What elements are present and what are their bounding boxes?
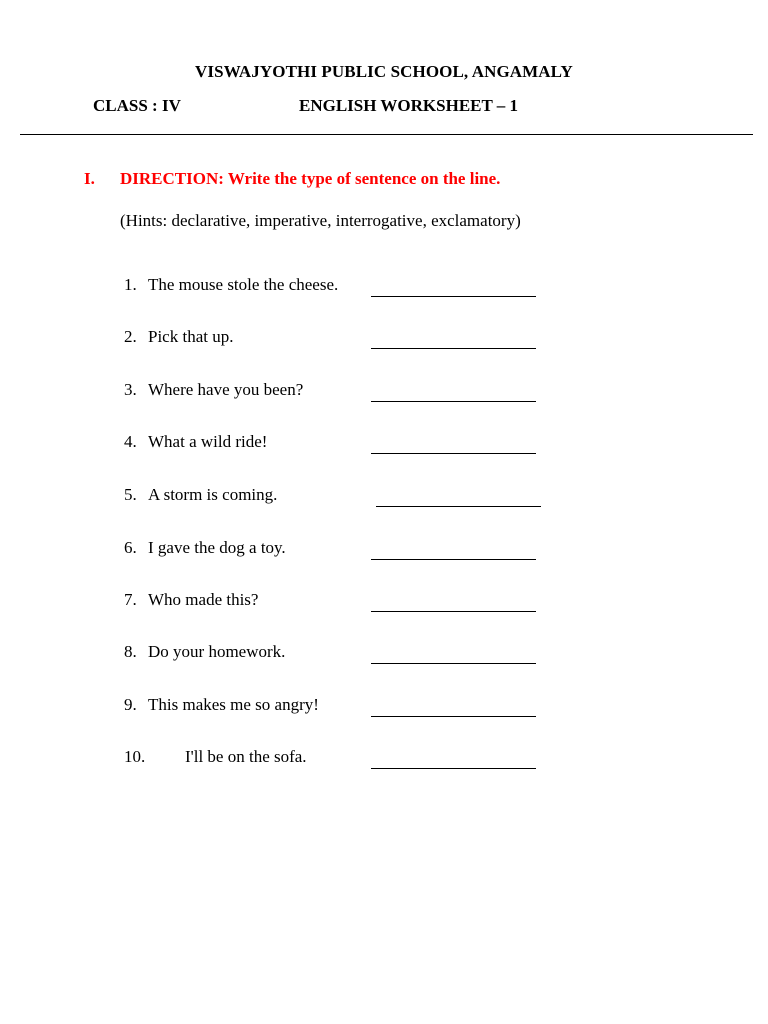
question-number: 8.	[124, 642, 137, 661]
question-number: 10.	[124, 747, 146, 766]
question-number: 7.	[124, 590, 137, 609]
question-text: I'll be on the sofa.	[185, 747, 307, 766]
question-row-9	[0, 695, 768, 719]
answer-blank[interactable]	[371, 747, 536, 769]
section-number: I.	[84, 169, 95, 188]
question-row-8	[0, 642, 768, 666]
answer-blank[interactable]	[371, 327, 536, 349]
section-hints: (Hints: declarative, imperative, interrogative, exclamatory)	[120, 211, 521, 230]
question-row-3	[0, 380, 768, 404]
school-name: VISWAJYOTHI PUBLIC SCHOOL, ANGAMALY	[195, 62, 573, 81]
question-row-7	[0, 590, 768, 614]
question-number: 2.	[124, 327, 137, 346]
answer-blank[interactable]	[371, 538, 536, 560]
answer-blank[interactable]	[376, 485, 541, 507]
question-number: 4.	[124, 432, 137, 451]
question-number: 3.	[124, 380, 137, 399]
question-text: This makes me so angry!	[148, 695, 319, 714]
question-row-5	[0, 485, 768, 509]
question-row-2	[0, 327, 768, 351]
question-text: I gave the dog a toy.	[148, 538, 286, 557]
question-text: A storm is coming.	[148, 485, 278, 504]
worksheet-title: ENGLISH WORKSHEET – 1	[299, 96, 519, 115]
section-direction: DIRECTION: Write the type of sentence on the line.	[120, 169, 501, 188]
answer-blank[interactable]	[371, 590, 536, 612]
answer-blank[interactable]	[371, 432, 536, 454]
question-row-10	[0, 747, 768, 771]
question-number: 1.	[124, 275, 137, 294]
question-number: 5.	[124, 485, 137, 504]
question-text: Where have you been?	[148, 380, 304, 399]
question-row-6	[0, 538, 768, 562]
question-text: Do your homework.	[148, 642, 286, 661]
question-text: What a wild ride!	[148, 432, 268, 451]
question-text: Who made this?	[148, 590, 259, 609]
question-text: Pick that up.	[148, 327, 234, 346]
header-divider	[20, 134, 753, 135]
question-row-1	[0, 275, 768, 299]
answer-blank[interactable]	[371, 642, 536, 664]
question-number: 9.	[124, 695, 137, 714]
answer-blank[interactable]	[371, 380, 536, 402]
answer-blank[interactable]	[371, 275, 536, 297]
answer-blank[interactable]	[371, 695, 536, 717]
question-row-4	[0, 432, 768, 456]
question-number: 6.	[124, 538, 137, 557]
class-label: CLASS : IV	[93, 96, 181, 115]
question-text: The mouse stole the cheese.	[148, 275, 339, 294]
